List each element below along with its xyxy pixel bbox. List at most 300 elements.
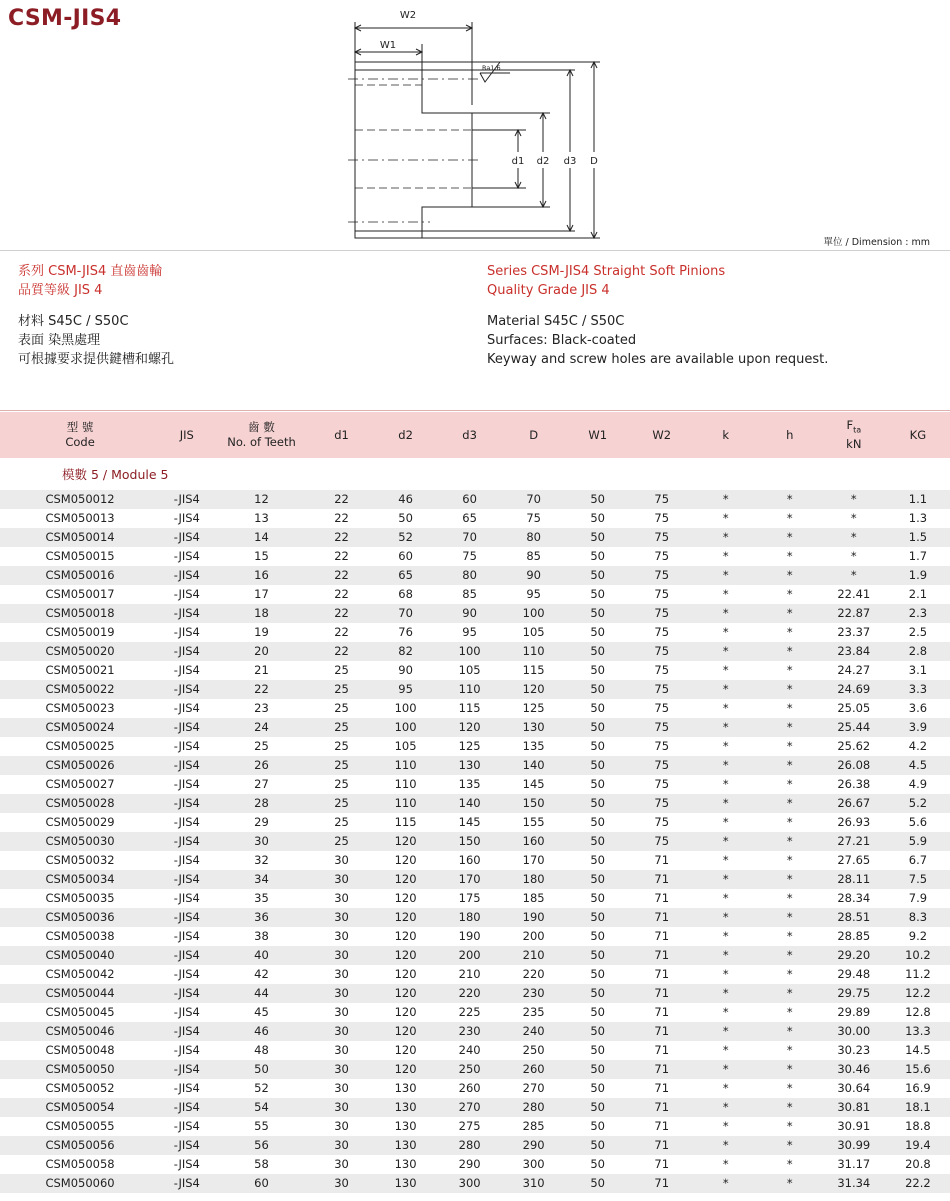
cell-D: 155 [502, 813, 566, 832]
cell-d3: 250 [438, 1060, 502, 1079]
table-row [0, 1155, 950, 1174]
cell-h: * [758, 1098, 822, 1117]
cell-teeth: 56 [213, 1136, 309, 1155]
cell-w1: 50 [566, 908, 630, 927]
cell-d3: 270 [438, 1098, 502, 1117]
cell-d3: 225 [438, 1003, 502, 1022]
table-row [0, 737, 950, 756]
cell-w1: 50 [566, 965, 630, 984]
cell-d1: 30 [310, 908, 374, 927]
cell-k: * [694, 908, 758, 927]
table-row [0, 1003, 950, 1022]
cell-w2: 71 [630, 1117, 694, 1136]
cell-teeth: 40 [213, 946, 309, 965]
cell-w1: 50 [566, 1003, 630, 1022]
cell-h: * [758, 623, 822, 642]
cell-fta: 22.41 [822, 585, 886, 604]
table-row [0, 794, 950, 813]
cell-teeth: 30 [213, 832, 309, 851]
cell-d2: 130 [374, 1155, 438, 1174]
cell-w2: 75 [630, 509, 694, 528]
cell-w1: 50 [566, 661, 630, 680]
cell-D: 100 [502, 604, 566, 623]
cell-d3: 125 [438, 737, 502, 756]
cell-d1: 30 [310, 965, 374, 984]
cell-h: * [758, 775, 822, 794]
cell-teeth: 14 [213, 528, 309, 547]
cell-d3: 200 [438, 946, 502, 965]
cell-code: CSM050054 [0, 1098, 160, 1117]
cell-d1: 22 [310, 490, 374, 509]
cell-k: * [694, 490, 758, 509]
cell-jis: -JIS4 [160, 870, 213, 889]
cell-w1: 50 [566, 680, 630, 699]
cell-code: CSM050034 [0, 870, 160, 889]
cell-k: * [694, 566, 758, 585]
cell-h: * [758, 1155, 822, 1174]
cell-jis: -JIS4 [160, 490, 213, 509]
cell-fta: 28.34 [822, 889, 886, 908]
cell-d1: 25 [310, 737, 374, 756]
table-row [0, 1060, 950, 1079]
cell-D: 220 [502, 965, 566, 984]
cell-d2: 76 [374, 623, 438, 642]
cell-jis: -JIS4 [160, 813, 213, 832]
table-row [0, 1022, 950, 1041]
cell-D: 95 [502, 585, 566, 604]
cell-teeth: 34 [213, 870, 309, 889]
cell-d2: 90 [374, 661, 438, 680]
cell-w1: 50 [566, 699, 630, 718]
table-row [0, 1136, 950, 1155]
cell-kg: 7.9 [886, 889, 950, 908]
cell-k: * [694, 737, 758, 756]
cell-d1: 30 [310, 870, 374, 889]
cell-h: * [758, 737, 822, 756]
cell-fta: 28.85 [822, 927, 886, 946]
cell-kg: 22.2 [886, 1174, 950, 1193]
cell-k: * [694, 756, 758, 775]
cell-k: * [694, 1098, 758, 1117]
cell-code: CSM050050 [0, 1060, 160, 1079]
cell-d1: 30 [310, 1136, 374, 1155]
cell-code: CSM050029 [0, 813, 160, 832]
cell-d3: 130 [438, 756, 502, 775]
cell-teeth: 52 [213, 1079, 309, 1098]
cell-k: * [694, 1079, 758, 1098]
cell-fta: 31.34 [822, 1174, 886, 1193]
cell-h: * [758, 1060, 822, 1079]
cell-teeth: 21 [213, 661, 309, 680]
cell-w2: 75 [630, 528, 694, 547]
cell-d3: 85 [438, 585, 502, 604]
cell-d3: 115 [438, 699, 502, 718]
cell-code: CSM050030 [0, 832, 160, 851]
cell-D: 70 [502, 490, 566, 509]
cell-D: 230 [502, 984, 566, 1003]
cell-d1: 22 [310, 623, 374, 642]
cell-teeth: 42 [213, 965, 309, 984]
cell-w1: 50 [566, 775, 630, 794]
cell-h: * [758, 889, 822, 908]
table-header-row [0, 412, 950, 458]
cell-w1: 50 [566, 1174, 630, 1193]
cell-code: CSM050045 [0, 1003, 160, 1022]
cell-jis: -JIS4 [160, 794, 213, 813]
cell-k: * [694, 1041, 758, 1060]
cell-jis: -JIS4 [160, 699, 213, 718]
cell-k: * [694, 509, 758, 528]
cell-jis: -JIS4 [160, 1136, 213, 1155]
cell-jis: -JIS4 [160, 927, 213, 946]
cell-jis: -JIS4 [160, 1098, 213, 1117]
table-row [0, 1174, 950, 1193]
cell-kg: 15.6 [886, 1060, 950, 1079]
cell-kg: 11.2 [886, 965, 950, 984]
cell-h: * [758, 490, 822, 509]
cell-jis: -JIS4 [160, 908, 213, 927]
cell-jis: -JIS4 [160, 1155, 213, 1174]
cell-d2: 130 [374, 1136, 438, 1155]
cell-D: 160 [502, 832, 566, 851]
cell-D: 150 [502, 794, 566, 813]
cell-d3: 290 [438, 1155, 502, 1174]
table-row [0, 547, 950, 566]
grade-en: Quality Grade JIS 4 [487, 283, 610, 298]
cell-d1: 25 [310, 775, 374, 794]
cell-D: 120 [502, 680, 566, 699]
cell-w2: 75 [630, 813, 694, 832]
cell-jis: -JIS4 [160, 661, 213, 680]
cell-w2: 75 [630, 756, 694, 775]
cell-kg: 13.3 [886, 1022, 950, 1041]
cell-code: CSM050052 [0, 1079, 160, 1098]
cell-d2: 120 [374, 908, 438, 927]
cell-w2: 71 [630, 946, 694, 965]
cell-code: CSM050025 [0, 737, 160, 756]
cell-D: 290 [502, 1136, 566, 1155]
cell-d2: 120 [374, 889, 438, 908]
cell-w2: 71 [630, 965, 694, 984]
cell-jis: -JIS4 [160, 1060, 213, 1079]
cell-code: CSM050036 [0, 908, 160, 927]
table-row [0, 490, 950, 509]
header-code-en: Code [65, 435, 95, 449]
cell-w2: 75 [630, 718, 694, 737]
cell-code: CSM050046 [0, 1022, 160, 1041]
cell-code: CSM050021 [0, 661, 160, 680]
cell-h: * [758, 509, 822, 528]
cell-jis: -JIS4 [160, 547, 213, 566]
cell-jis: -JIS4 [160, 585, 213, 604]
cell-kg: 5.6 [886, 813, 950, 832]
cell-d3: 75 [438, 547, 502, 566]
cell-w2: 75 [630, 794, 694, 813]
cell-k: * [694, 623, 758, 642]
cell-k: * [694, 1155, 758, 1174]
cell-fta: 28.51 [822, 908, 886, 927]
cell-fta: 30.23 [822, 1041, 886, 1060]
cell-d3: 300 [438, 1174, 502, 1193]
cell-D: 300 [502, 1155, 566, 1174]
cell-code: CSM050019 [0, 623, 160, 642]
cell-h: * [758, 908, 822, 927]
cell-kg: 18.8 [886, 1117, 950, 1136]
cell-d2: 110 [374, 794, 438, 813]
table-row [0, 851, 950, 870]
table-row [0, 1098, 950, 1117]
cell-teeth: 44 [213, 984, 309, 1003]
table-row [0, 1041, 950, 1060]
table-row [0, 908, 950, 927]
cell-D: 310 [502, 1174, 566, 1193]
cell-D: 110 [502, 642, 566, 661]
pinion-drawing [330, 0, 630, 250]
cell-d2: 130 [374, 1117, 438, 1136]
cell-w2: 71 [630, 1098, 694, 1117]
cell-h: * [758, 1174, 822, 1193]
cell-d2: 130 [374, 1174, 438, 1193]
cell-w1: 50 [566, 889, 630, 908]
cell-D: 270 [502, 1079, 566, 1098]
cell-w2: 71 [630, 1041, 694, 1060]
grade-cn: 品質等級 JIS 4 [18, 283, 103, 298]
cell-k: * [694, 699, 758, 718]
header-h: h [786, 427, 794, 442]
cell-d3: 160 [438, 851, 502, 870]
cell-k: * [694, 870, 758, 889]
cell-kg: 3.9 [886, 718, 950, 737]
table-row [0, 642, 950, 661]
cell-jis: -JIS4 [160, 946, 213, 965]
table-row [0, 813, 950, 832]
cell-k: * [694, 927, 758, 946]
cell-d2: 120 [374, 1041, 438, 1060]
cell-teeth: 45 [213, 1003, 309, 1022]
header-teeth-cn: 齒 數 [248, 420, 275, 434]
cell-fta: 30.91 [822, 1117, 886, 1136]
cell-h: * [758, 1079, 822, 1098]
cell-teeth: 26 [213, 756, 309, 775]
cell-jis: -JIS4 [160, 566, 213, 585]
cell-D: 200 [502, 927, 566, 946]
cell-d3: 70 [438, 528, 502, 547]
cell-fta: 26.67 [822, 794, 886, 813]
cell-w1: 50 [566, 1117, 630, 1136]
cell-fta: 30.64 [822, 1079, 886, 1098]
cell-h: * [758, 1117, 822, 1136]
cell-D: 105 [502, 623, 566, 642]
cell-k: * [694, 718, 758, 737]
cell-w2: 75 [630, 642, 694, 661]
cell-d3: 175 [438, 889, 502, 908]
cell-h: * [758, 1136, 822, 1155]
cell-code: CSM050044 [0, 984, 160, 1003]
cell-teeth: 38 [213, 927, 309, 946]
cell-d1: 22 [310, 604, 374, 623]
cell-teeth: 19 [213, 623, 309, 642]
cell-d2: 120 [374, 1003, 438, 1022]
cell-w2: 75 [630, 737, 694, 756]
cell-h: * [758, 813, 822, 832]
cell-d1: 30 [310, 946, 374, 965]
table-row [0, 965, 950, 984]
cell-teeth: 17 [213, 585, 309, 604]
cell-d3: 90 [438, 604, 502, 623]
cell-w2: 71 [630, 1022, 694, 1041]
cell-d2: 120 [374, 927, 438, 946]
cell-h: * [758, 1003, 822, 1022]
cell-teeth: 55 [213, 1117, 309, 1136]
cell-D: 125 [502, 699, 566, 718]
header-kg: KG [909, 427, 927, 442]
cell-jis: -JIS4 [160, 623, 213, 642]
cell-kg: 18.1 [886, 1098, 950, 1117]
cell-fta: 29.20 [822, 946, 886, 965]
cell-d2: 105 [374, 737, 438, 756]
cell-teeth: 13 [213, 509, 309, 528]
cell-d3: 80 [438, 566, 502, 585]
cell-d3: 105 [438, 661, 502, 680]
table-row [0, 870, 950, 889]
cell-k: * [694, 965, 758, 984]
cell-w1: 50 [566, 794, 630, 813]
cell-d3: 230 [438, 1022, 502, 1041]
cell-jis: -JIS4 [160, 1022, 213, 1041]
cell-k: * [694, 680, 758, 699]
cell-h: * [758, 528, 822, 547]
cell-teeth: 22 [213, 680, 309, 699]
cell-d1: 30 [310, 1155, 374, 1174]
cell-h: * [758, 984, 822, 1003]
cell-d1: 25 [310, 832, 374, 851]
header-W2: W2 [652, 427, 672, 442]
cell-d2: 120 [374, 984, 438, 1003]
cell-code: CSM050056 [0, 1136, 160, 1155]
cell-h: * [758, 946, 822, 965]
cell-teeth: 12 [213, 490, 309, 509]
cell-code: CSM050040 [0, 946, 160, 965]
cell-code: CSM050038 [0, 927, 160, 946]
cell-code: CSM050015 [0, 547, 160, 566]
cell-d2: 100 [374, 718, 438, 737]
cell-teeth: 28 [213, 794, 309, 813]
cell-d2: 110 [374, 775, 438, 794]
cell-kg: 2.3 [886, 604, 950, 623]
header-W1: W1 [588, 427, 608, 442]
cell-w2: 71 [630, 1174, 694, 1193]
cell-w1: 50 [566, 813, 630, 832]
cell-d1: 22 [310, 509, 374, 528]
cell-h: * [758, 832, 822, 851]
cell-h: * [758, 566, 822, 585]
cell-d1: 30 [310, 851, 374, 870]
table-row [0, 889, 950, 908]
cell-kg: 2.1 [886, 585, 950, 604]
cell-d1: 22 [310, 547, 374, 566]
cell-D: 185 [502, 889, 566, 908]
cell-code: CSM050058 [0, 1155, 160, 1174]
cell-jis: -JIS4 [160, 604, 213, 623]
cell-fta: 23.84 [822, 642, 886, 661]
cell-fta: 30.99 [822, 1136, 886, 1155]
cell-fta: * [822, 490, 886, 509]
cell-fta: 30.00 [822, 1022, 886, 1041]
cell-w2: 75 [630, 832, 694, 851]
cell-D: 250 [502, 1041, 566, 1060]
header-d2: d2 [398, 427, 413, 442]
cell-h: * [758, 1022, 822, 1041]
cell-k: * [694, 1136, 758, 1155]
cell-code: CSM050013 [0, 509, 160, 528]
cell-w1: 50 [566, 566, 630, 585]
cell-h: * [758, 1041, 822, 1060]
page-title: CSM-JIS4 [8, 6, 122, 31]
cell-d1: 25 [310, 718, 374, 737]
cell-w2: 75 [630, 623, 694, 642]
cell-kg: 14.5 [886, 1041, 950, 1060]
cell-fta: 31.17 [822, 1155, 886, 1174]
cell-k: * [694, 1174, 758, 1193]
cell-h: * [758, 851, 822, 870]
table-row [0, 1079, 950, 1098]
cell-fta: 29.48 [822, 965, 886, 984]
cell-fta: 27.21 [822, 832, 886, 851]
cell-teeth: 27 [213, 775, 309, 794]
header-D: D [529, 427, 539, 442]
cell-w2: 75 [630, 661, 694, 680]
cell-fta: 25.44 [822, 718, 886, 737]
cell-jis: -JIS4 [160, 1003, 213, 1022]
cell-kg: 4.9 [886, 775, 950, 794]
cell-k: * [694, 832, 758, 851]
section-divider [0, 250, 950, 251]
cell-jis: -JIS4 [160, 756, 213, 775]
cell-d3: 210 [438, 965, 502, 984]
cell-fta: 25.05 [822, 699, 886, 718]
cell-d3: 110 [438, 680, 502, 699]
cell-d1: 22 [310, 585, 374, 604]
cell-w2: 75 [630, 699, 694, 718]
cell-fta: 24.69 [822, 680, 886, 699]
cell-d2: 100 [374, 699, 438, 718]
cell-h: * [758, 661, 822, 680]
cell-teeth: 23 [213, 699, 309, 718]
cell-w1: 50 [566, 1041, 630, 1060]
cell-code: CSM050017 [0, 585, 160, 604]
cell-w2: 71 [630, 927, 694, 946]
cell-teeth: 25 [213, 737, 309, 756]
cell-code: CSM050023 [0, 699, 160, 718]
cell-w1: 50 [566, 528, 630, 547]
cell-jis: -JIS4 [160, 832, 213, 851]
cell-k: * [694, 547, 758, 566]
cell-D: 130 [502, 718, 566, 737]
cell-d1: 25 [310, 813, 374, 832]
table-row [0, 585, 950, 604]
cell-fta: 26.38 [822, 775, 886, 794]
cell-fta: * [822, 528, 886, 547]
cell-jis: -JIS4 [160, 509, 213, 528]
cell-fta: 29.75 [822, 984, 886, 1003]
cell-d1: 22 [310, 566, 374, 585]
dim-d3-label: d3 [563, 156, 577, 167]
table-row [0, 604, 950, 623]
cell-jis: -JIS4 [160, 889, 213, 908]
cell-d2: 50 [374, 509, 438, 528]
cell-h: * [758, 547, 822, 566]
roughness-label: Ra1.6 [482, 64, 501, 72]
